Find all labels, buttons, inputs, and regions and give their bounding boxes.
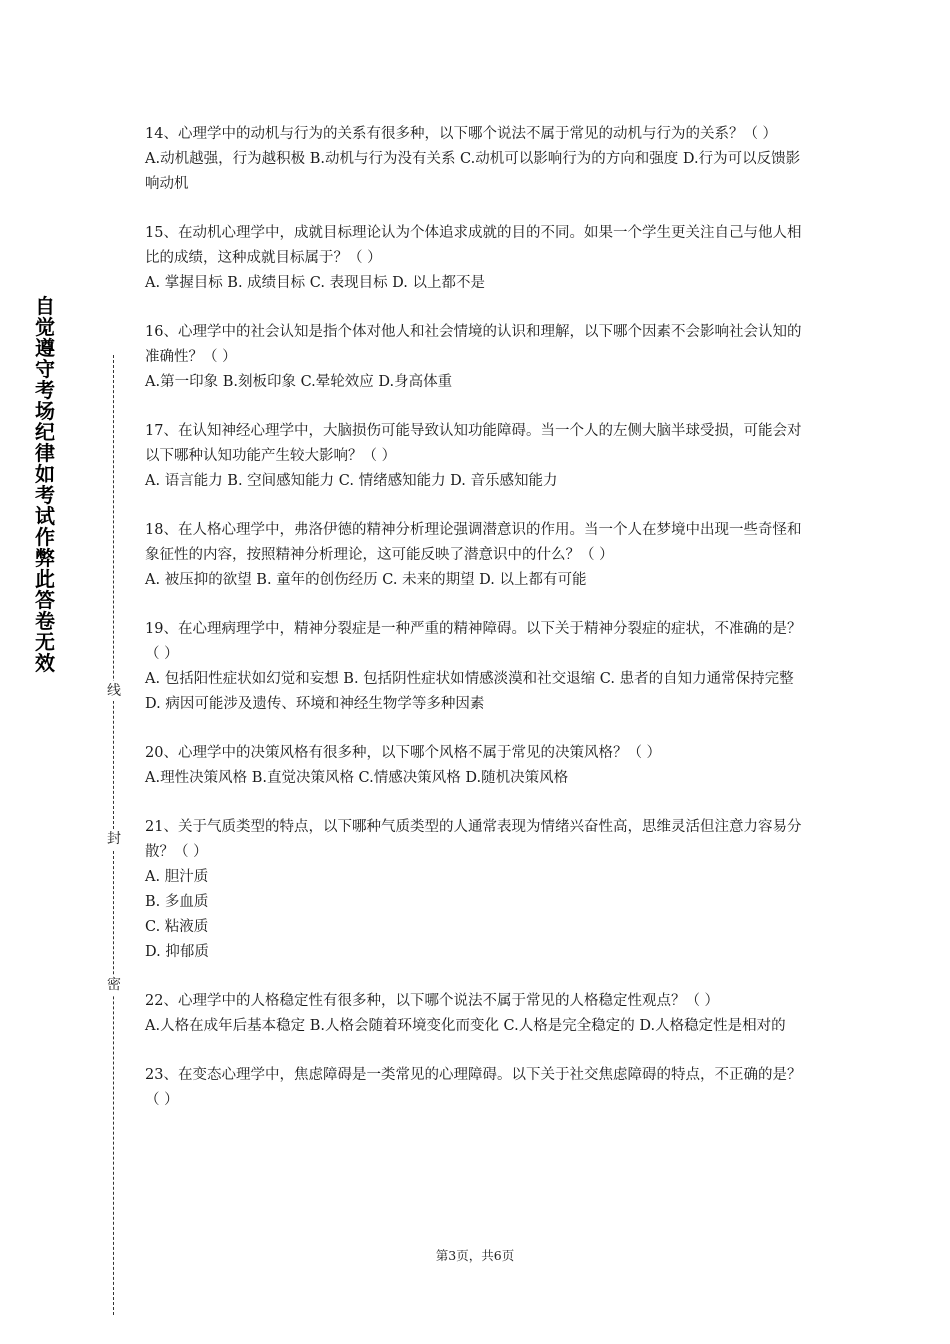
- question-options: D. 抑郁质: [145, 944, 209, 960]
- question-item: [145, 989, 811, 1039]
- question-item: [145, 419, 811, 494]
- question-stem: 14、心理学中的动机与行为的关系有很多种，以下哪个说法不属于常见的动机与行为的关系？（ ）: [145, 126, 778, 142]
- question-stem: 23、在变态心理学中，焦虑障碍是一类常见的心理障碍。以下关于社交焦虑障碍的特点，不正确的是？（ ）: [145, 1067, 802, 1108]
- question-item: [145, 518, 811, 593]
- question-stem: 17、在认知神经心理学中，大脑损伤可能导致认知功能障碍。当一个人的左侧大脑半球受损，可能会对以下哪种认知功能产生较大影响？（ ）: [145, 423, 802, 464]
- question-stem: 21、关于气质类型的特点，以下哪种气质类型的人通常表现为情绪兴奋性高，思维灵活但注意力容易分散？（ ）: [145, 819, 802, 860]
- question-options: A.第一印象 B.刻板印象 C.晕轮效应 D.身高体重: [145, 374, 453, 390]
- question-options: A. 胆汁质: [145, 869, 209, 885]
- question-options: A.动机越强，行为越积极 B.动机与行为没有关系 C.动机可以影响行为的方向和强度 D.行为可以反馈影响动机: [145, 151, 801, 192]
- question-options: C. 粘液质: [145, 919, 209, 935]
- question-options: B. 多血质: [145, 894, 209, 910]
- question-options: A. 包括阳性症状如幻觉和妄想 B. 包括阴性症状如情感淡漠和社交退缩 C. 患者的自知力通常保持完整 D. 病因可能涉及遗传、环境和神经生物学等多种因素: [145, 671, 794, 712]
- question-options: A. 掌握目标 B. 成绩目标 C. 表现目标 D. 以上都不是: [145, 275, 486, 291]
- question-stem: 19、在心理病理学中，精神分裂症是一种严重的精神障碍。以下关于精神分裂症的症状，不准确的是？（ ）: [145, 621, 802, 662]
- cut-label-secret: 密: [107, 977, 121, 993]
- question-list: [145, 122, 811, 1137]
- question-item: [145, 741, 811, 791]
- page-footer: 第3页，共6页: [435, 1248, 515, 1263]
- question-item: [145, 221, 811, 296]
- question-item: [145, 617, 811, 717]
- question-stem: 18、在人格心理学中，弗洛伊德的精神分析理论强调潜意识的作用。当一个人在梦境中出现一些奇怪和象征性的内容，按照精神分析理论，这可能反映了潜意识中的什么？（ ）: [145, 522, 802, 563]
- exam-discipline-notice: 自觉遵守考场纪律如考试作弊此答卷无效: [35, 294, 55, 675]
- cut-label-seal: 封: [107, 831, 121, 847]
- question-item: [145, 815, 811, 965]
- question-stem: 16、心理学中的社会认知是指个体对他人和社会情境的认识和理解，以下哪个因素不会影响社会认知的准确性？（ ）: [145, 324, 802, 365]
- cut-label-line: 线: [107, 683, 121, 699]
- question-item: [145, 122, 811, 197]
- question-item: [145, 1063, 811, 1113]
- question-stem: 20、心理学中的决策风格有很多种，以下哪个风格不属于常见的决策风格？（ ）: [145, 745, 662, 761]
- question-options: A. 被压抑的欲望 B. 童年的创伤经历 C. 未来的期望 D. 以上都有可能: [145, 572, 587, 588]
- question-options: A.理性决策风格 B.直觉决策风格 C.情感决策风格 D.随机决策风格: [145, 770, 569, 786]
- question-stem: 22、心理学中的人格稳定性有很多种，以下哪个说法不属于常见的人格稳定性观点？（ ）: [145, 993, 720, 1009]
- question-stem: 15、在动机心理学中，成就目标理论认为个体追求成就的目的不同。如果一个学生更关注自己与他人相比的成绩，这种成就目标属于？（ ）: [145, 225, 802, 266]
- question-item: [145, 320, 811, 395]
- question-options: A.人格在成年后基本稳定 B.人格会随着环境变化而变化 C.人格是完全稳定的 D.人格稳定性是相对的: [145, 1018, 786, 1034]
- question-options: A. 语言能力 B. 空间感知能力 C. 情绪感知能力 D. 音乐感知能力: [145, 473, 558, 489]
